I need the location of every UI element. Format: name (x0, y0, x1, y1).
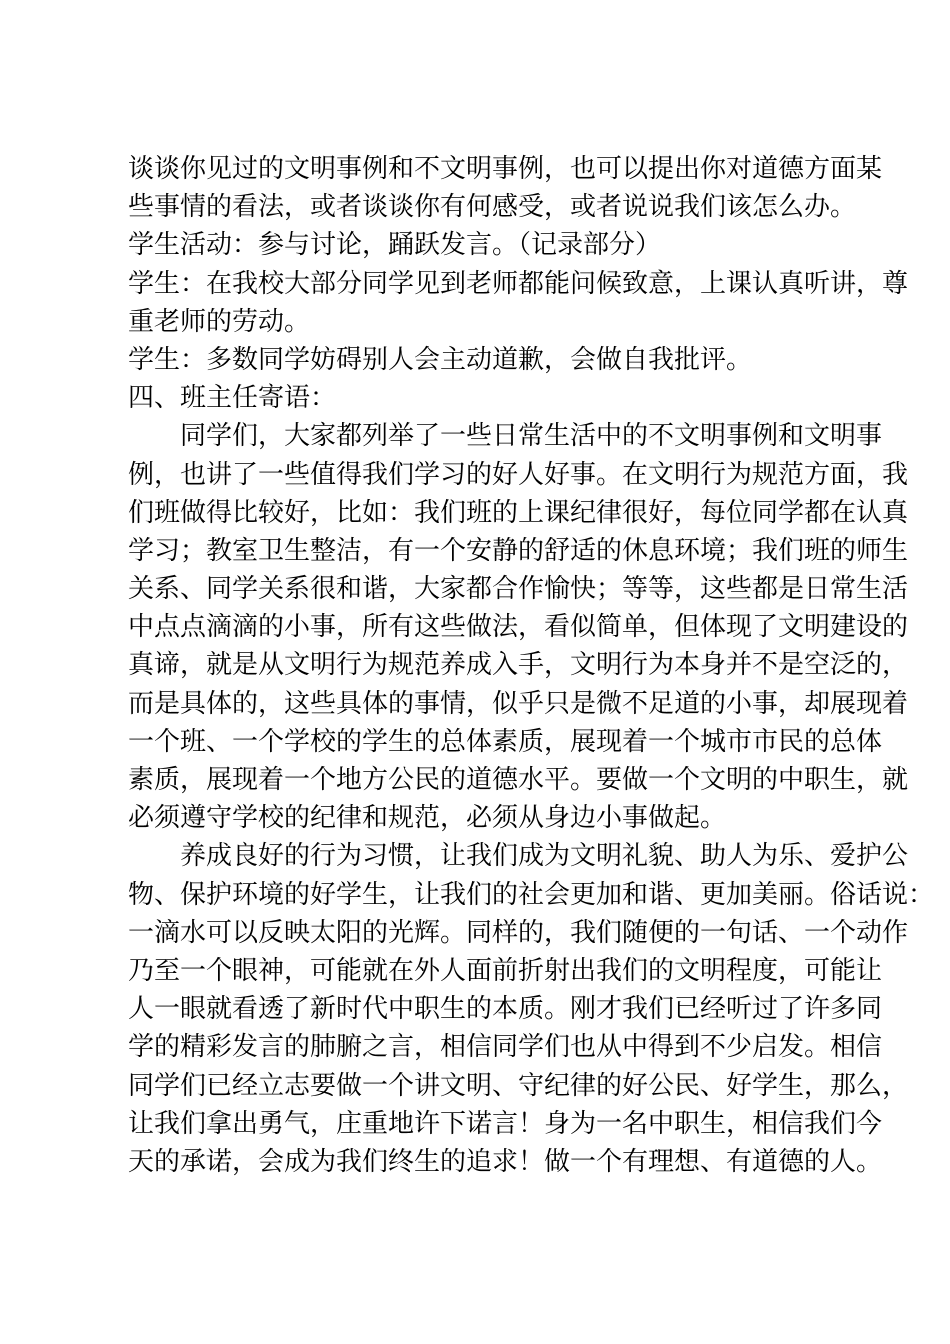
teacher-message-paragraph-2 (128, 837, 935, 1181)
text-line: 人一眼就看透了新时代中职生的本质。刚才我们已经听过了许多同 (128, 994, 883, 1025)
text-line: 天的承诺，会成为我们终生的追求！做一个有理想、有道德的人。 (128, 1146, 883, 1177)
student-remark-1 (128, 265, 909, 341)
text-line: 学的精彩发言的肺腑之言，相信同学们也从中得到不少启发。相信 (128, 1032, 883, 1063)
text-line: 同学们，大家都列举了一些日常生活中的不文明事例和文明事 (180, 421, 883, 452)
text-line: 乃至一个眼神，可能就在外人面前折射出我们的文明程度，可能让 (128, 955, 883, 986)
text-line: 一滴水可以反映太阳的光辉。同样的，我们随便的一句话、一个动作 (128, 917, 909, 948)
section-heading: 四、班主任寄语： (128, 383, 337, 414)
text-line: 重老师的劳动。 (128, 306, 311, 337)
text-line: 谈谈你见过的文明事例和不文明事例，也可以提出你对道德方面某 (128, 154, 883, 184)
intro-paragraph (128, 150, 883, 226)
student-activity-line: 学生活动：参与讨论，踊跃发言。（记录部分） (128, 230, 662, 261)
text-line: 中点点滴滴的小事，所有这些做法，看似简单，但体现了文明建设的 (128, 612, 909, 643)
text-line: 必须遵守学校的纪律和规范，必须从身边小事做起。 (128, 803, 727, 834)
text-line: 同学们已经立志要做一个讲文明、守纪律的好公民、好学生，那么， (128, 1070, 909, 1101)
text-line: 们班做得比较好，比如：我们班的上课纪律很好，每位同学都在认真 (128, 497, 909, 528)
teacher-message-paragraph-1 (128, 417, 909, 837)
student-remark-2: 学生：多数同学妨碍别人会主动道歉，会做自我批评。 (128, 344, 753, 375)
text-line: 一个班、一个学校的学生的总体素质，展现着一个城市市民的总体 (128, 726, 883, 757)
text-line: 养成良好的行为习惯，让我们成为文明礼貌、助人为乐、爱护公 (180, 841, 909, 872)
document-body (128, 150, 935, 1181)
text-line: 素质，展现着一个地方公民的道德水平。要做一个文明的中职生，就 (128, 765, 909, 795)
text-line: 而是具体的，这些具体的事情，似乎只是微不足道的小事，却展现着 (128, 688, 909, 719)
text-line: 关系、同学关系很和谐，大家都合作愉快；等等，这些都是日常生活 (128, 574, 909, 605)
text-line: 物、保护环境的好学生，让我们的社会更加和谐、更加美丽。俗话说： (128, 879, 935, 910)
text-line: 让我们拿出勇气，庄重地许下诺言！身为一名中职生，相信我们今 (128, 1108, 883, 1139)
text-line: 真谛，就是从文明行为规范养成入手，文明行为本身并不是空泛的， (128, 650, 909, 681)
text-line: 学习；教室卫生整洁，有一个安静的舒适的休息环境；我们班的师生 (128, 535, 909, 566)
text-line: 学生：在我校大部分同学见到老师都能问候致意，上课认真听讲，尊 (128, 268, 909, 299)
text-line: 例，也讲了一些值得我们学习的好人好事。在文明行为规范方面，我 (128, 459, 909, 490)
text-line: 些事情的看法，或者谈谈你有何感受，或者说说我们该怎么办。 (128, 192, 857, 223)
